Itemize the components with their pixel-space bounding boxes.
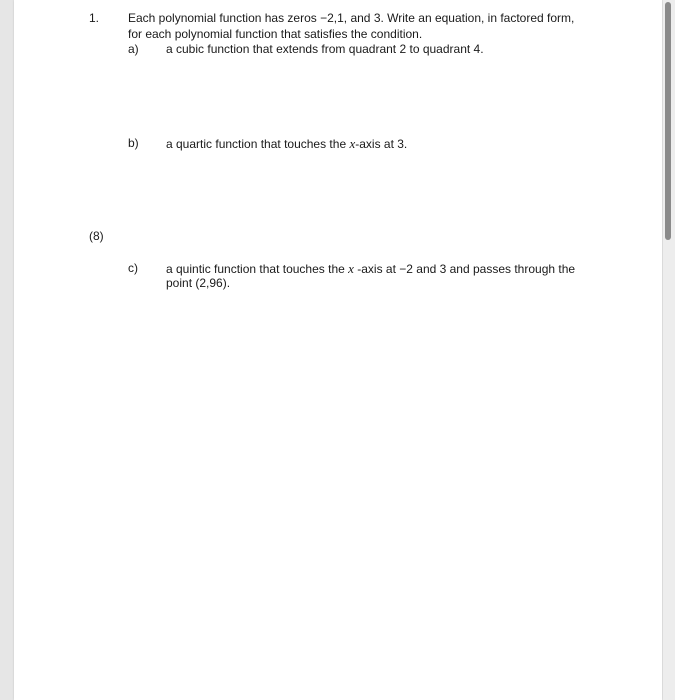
part-a-label: a) [128,42,139,56]
part-b-text-after: -axis at 3. [355,137,408,151]
scrollbar-thumb[interactable] [665,2,671,240]
part-c-text-after: -axis at −2 and 3 and passes through the [353,262,576,276]
part-a-text: a cubic function that extends from quadrant 2 to quadrant 4. [166,42,484,56]
part-c-text [166,261,575,277]
question-marks: (8) [89,229,104,243]
question-stem-line1: Each polynomial function has zeros −2,1, and 3. Write an equation, in factored form, [128,11,575,25]
part-b-variable: x [349,136,356,151]
question-number: 1. [89,11,100,25]
question-stem-line2: for each polynomial function that satisfies the condition. [128,27,423,41]
part-c-text-before: a quintic function that touches the [166,262,349,276]
part-b-text [166,136,407,152]
part-c-label: c) [128,261,138,275]
part-b-text-before: a quartic function that touches the [166,137,350,151]
part-c-text-line2: point (2,96). [166,276,231,290]
part-c-variable: x [348,261,354,276]
part-b-label: b) [128,136,139,150]
document-page [14,0,662,700]
